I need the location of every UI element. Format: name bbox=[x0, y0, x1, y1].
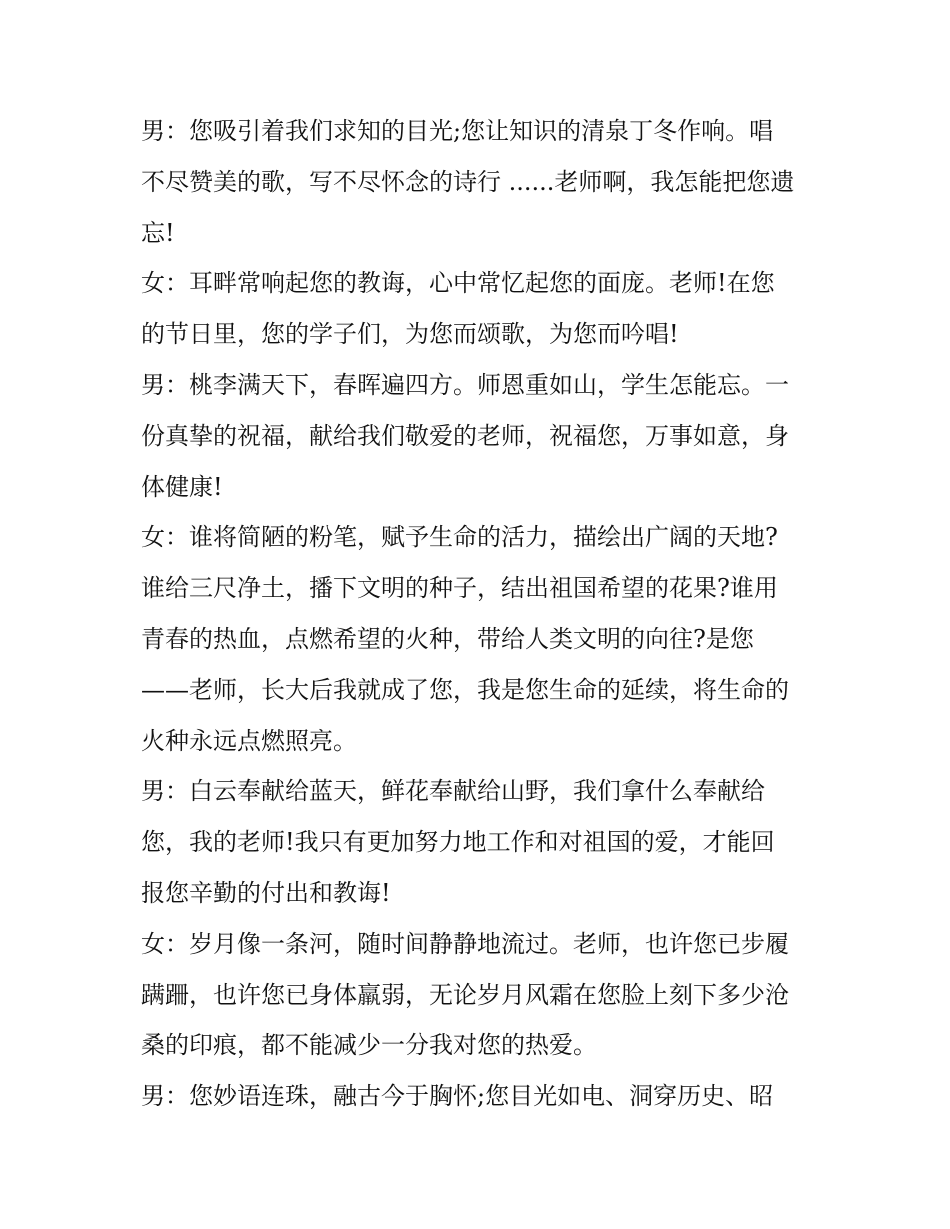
paragraph-5 bbox=[141, 766, 821, 918]
paragraph-7 bbox=[141, 1071, 821, 1122]
text-line: 男：您妙语连珠，融古今于胸怀;您目光如电、洞穿历史、昭 bbox=[141, 1082, 774, 1111]
text-line: 男：您吸引着我们求知的目光;您让知识的清泉丁冬作响。唱 bbox=[141, 117, 774, 145]
paragraph-3 bbox=[141, 360, 821, 512]
paragraph-1 bbox=[141, 106, 821, 258]
text-line: 的节日里，您的学子们，为您而颂歌，为您而吟唱! bbox=[141, 320, 679, 349]
text-line: 忘! bbox=[141, 218, 175, 247]
text-line: 蹒跚，也许您已身体羸弱，无论岁月风霜在您脸上刻下多少沧 bbox=[141, 980, 789, 1009]
text-line: 体健康! bbox=[141, 472, 223, 501]
text-line: 男：桃李满天下，春晖遍四方。师恩重如山，学生怎能忘。一 bbox=[141, 370, 789, 399]
text-line: 火种永远点燃照亮。 bbox=[141, 726, 357, 755]
paragraph-4 bbox=[141, 512, 821, 766]
text-line: 女：谁将简陋的粉笔，赋予生命的活力，描绘出广阔的天地? bbox=[141, 523, 778, 552]
text-line: 女：耳畔常响起您的教诲，心中常忆起您的面庞。老师!在您 bbox=[141, 269, 775, 298]
text-line: 报您辛勤的付出和教诲! bbox=[141, 878, 391, 907]
paragraph-6 bbox=[141, 919, 821, 1071]
text-line: 男：白云奉献给蓝天，鲜花奉献给山野，我们拿什么奉献给 bbox=[141, 777, 765, 806]
text-line: 您，我的老师!我只有更加努力地工作和对祖国的爱，才能回 bbox=[141, 828, 775, 857]
text-line: 谁给三尺净土，播下文明的种子，结出祖国希望的花果?谁用 bbox=[141, 574, 778, 603]
text-line: 桑的印痕，都不能减少一分我对您的热爱。 bbox=[141, 1031, 597, 1060]
text-line: ——老师，长大后我就成了您，我是您生命的延续，将生命的 bbox=[141, 675, 789, 704]
text-line: 青春的热血，点燃希望的火种，带给人类文明的向往?是您 bbox=[141, 624, 754, 653]
paragraph-2 bbox=[141, 258, 821, 360]
text-line: 不尽赞美的歌，写不尽怀念的诗行 ......老师啊，我怎能把您遗 bbox=[141, 167, 795, 196]
text-line: 份真挚的祝福，献给我们敬爱的老师，祝福您，万事如意，身 bbox=[141, 421, 789, 450]
document-body bbox=[141, 106, 821, 1122]
text-line: 女：岁月像一条河，随时间静静地流过。老师，也许您已步履 bbox=[141, 929, 789, 958]
